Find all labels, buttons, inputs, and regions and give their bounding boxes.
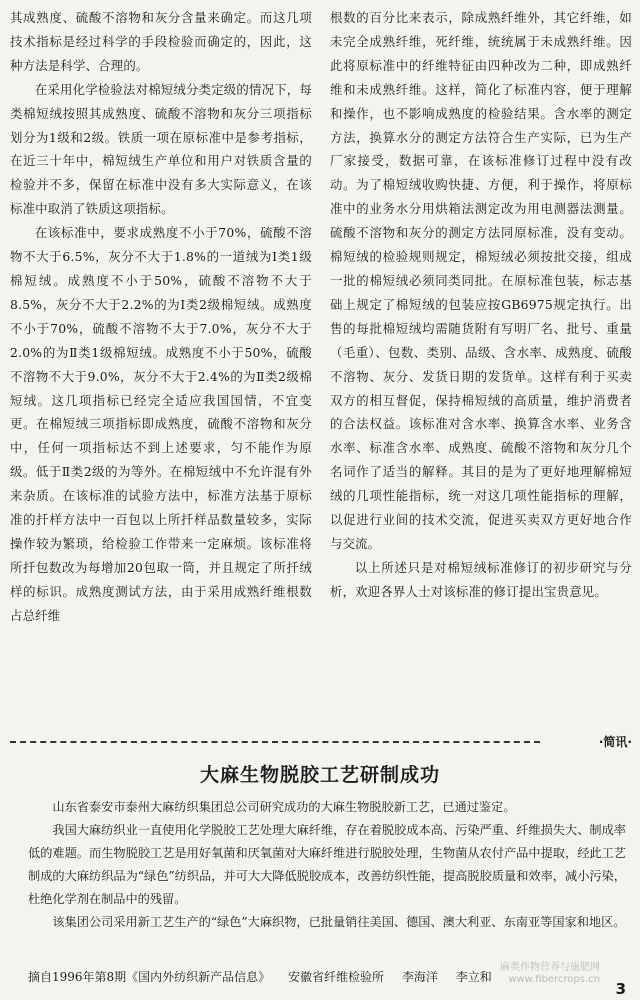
left-paragraph-1: 其成熟度、硫酸不溶物和灰分含量来确定。而这几项技术指标是经过科学的手段检验而确定的，因此，这种方法是科学、合理的。 — [10, 10, 312, 73]
news-title: 大麻生物脱胶工艺研制成功 — [199, 764, 440, 786]
news-organization: 安徽省纤维检验所 — [288, 970, 385, 984]
news-paragraph-2: 我国大麻纺织业一直使用化学脱胶工艺处理大麻纤维，存在着脱胶成本高、污染严重、纤维损失大、制成率低的难题。而生物脱胶工艺是用好氧菌和厌氧菌对大麻纤维进行脱胶处理，生物菌从农付产品中提取，经此工艺制成的大麻纺织品为“绿色”纺织品，并可大大降低脱胶成本，改善纺织性能，提高脱胶质量和效率，减小污染，杜绝化学剂在制品中的残留。 — [28, 823, 626, 906]
dashed-divider-line — [10, 741, 540, 743]
news-source: 摘自1996年第8期《国内外纺织新产品信息》 — [28, 970, 271, 984]
left-paragraph-2: 在采用化学检验法对棉短绒分类定级的情况下，每类棉短绒按照其成熟度、硫酸不溶物和灰分三项指标划分为1级和2级。铁质一项在原标准中是参考指标，在近三十年中，棉短绒生产单位和用户对铁质含量的检验并不多，保留在标准中没有多大实际意义，在该标准中取消了铁质这项指标。 — [10, 81, 312, 217]
watermark-line-2: www.fibercrops.cn — [508, 974, 600, 985]
site-watermark — [500, 962, 600, 986]
left-column — [10, 6, 312, 726]
page-number: 3 — [615, 980, 626, 998]
news-paragraph-3: 该集团公司采用新工艺生产的“绿色”大麻织物，已批量销往美国、德国、澳大利亚、东南亚等国家和地区。 — [52, 915, 626, 929]
right-paragraph-1: 根数的百分比来表示，除成熟纤维外，其它纤维，如未完全成熟纤维，死纤维，统统属于未成熟纤维。因此将原标准中的纤维特征由四种改为二种，即成熟纤维和未成熟纤维。这样，简化了标准内容，便于理解和操作，也不影响成熟度的检验结果。含水率的测定方法，换算水分的测定方法符合生产实际，已为生产厂家接受，数据可靠，在该标准修订过程中没有改动。为了棉短绒收购快捷、方便，利于操作，将原标准中的业务水分用烘箱法测定改为用电测器法测量。硫酸不溶物和灰分的测定方法同原标准，没有变动。棉短绒的检验规则规定，棉短绒必须按批交接，组成一批的棉短绒必须同类同批。在原标准包装，标志基础上规定了棉短绒的包装应按GB6975规定执行。出售的每批棉短绒均需随货附有写明厂名、批号、重量（毛重）、包数、类别、品级、含水率、成熟度、硫酸不溶物、灰分、发货日期的发货单。这样有利于买卖双方的相互督促，保持棉短绒的高质量，维护消费者的合法权益。该标准对含水率、换算含水率、业务含水率、标准含水率、成熟度、硫酸不溶物和灰分几个名词作了适当的解释。其目的是为了更好地理解棉短绒的几项性能指标，统一对这几项性能指标的理解，以促进行业间的技术交流，促进买卖双方更好地合作与交流。 — [330, 10, 632, 551]
article-columns — [10, 6, 632, 726]
news-author-2: 李立和 — [455, 970, 492, 984]
right-column — [330, 6, 632, 726]
left-paragraph-3: 在该标准中，要求成熟度不小于70%，硫酸不溶物不大于6.5%，灰分不大于1.8%的一道绒为Ⅰ类1级棉短绒。成熟度不小于50%，硫酸不溶物不大于8.5%，灰分不大于2.2%的为Ⅰ类2级棉短绒。成熟度不小于70%，硫酸不溶物不大于7.0%，灰分不大于2.0%的为Ⅱ类1级棉短绒。成熟度不小于50%，硫酸不溶物不大于9.0%，灰分不大于2.4%的为Ⅱ类2级棉短绒。这几项指标已经完全适应我国国情，不宜变更。在棉短绒三项指标即成熟度，硫酸不溶物和灰分中，任何一项指标达不到上述要求，匀不能作为原级。低于Ⅱ类2级的为等外。在棉短绒中不允许混有外来杂质。在该标准的试验方法中，标准方法基于原标准的扦样方法中一百包以上所扦样品数量较多，实际操作较为繁琐，给检验工作带来一定麻烦。该标准将所扦包数改为每增加20包取一筒，并且规定了所扦绒样的标识。成熟度测试方法，由于采用成熟纤维根数占总纤维 — [10, 225, 312, 623]
news-body — [28, 796, 626, 934]
section-tag: ·简讯· — [598, 735, 632, 749]
news-paragraph-1: 山东省泰安市泰州大麻纺织集团总公司研究成功的大麻生物脱胶新工艺，已通过鉴定。 — [52, 800, 516, 814]
watermark-line-1: 麻类作物营养与施肥网 — [500, 962, 600, 973]
right-paragraph-2: 以上所述只是对棉短绒标准修订的初步研究与分析，欢迎各界人士对该标准的修订提出宝贵意见。 — [330, 559, 632, 599]
news-section-divider — [10, 733, 632, 749]
news-author-1: 李海洋 — [401, 970, 438, 984]
